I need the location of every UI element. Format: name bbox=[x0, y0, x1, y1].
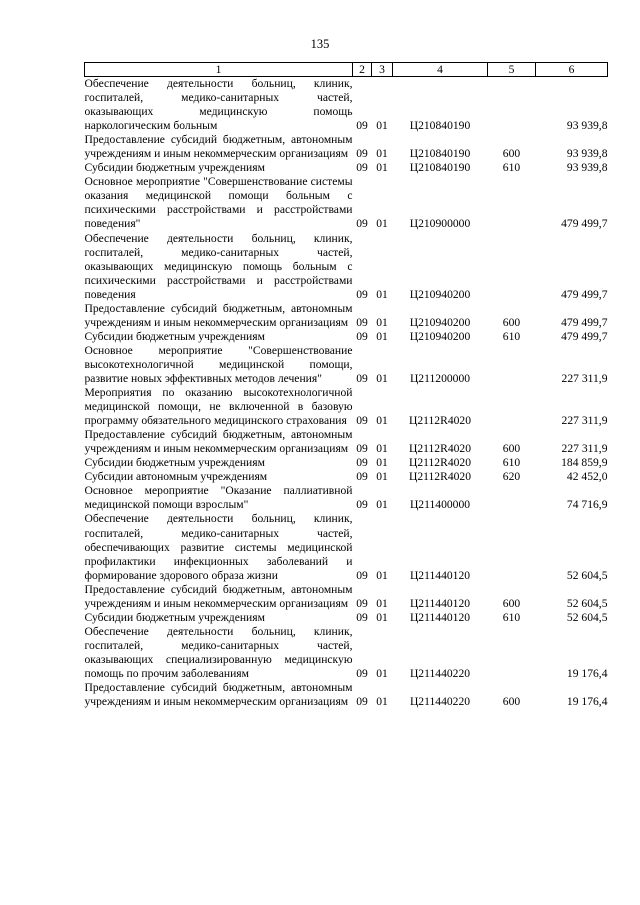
expense-type-code: 610 bbox=[502, 610, 521, 624]
subsection-code: 01 bbox=[376, 119, 388, 133]
item-name: Предоставление субсидий бюджетным, автономным учреждениям и иным некоммерческим организациям bbox=[84, 681, 353, 709]
target-article-code: Ц210840190 bbox=[409, 161, 471, 175]
target-article-code: Ц210940200 bbox=[409, 315, 471, 329]
item-name: Предоставление субсидий бюджетным, автономным учреждениям и иным некоммерческим организациям bbox=[84, 428, 353, 456]
subsection-code: 01 bbox=[376, 147, 388, 161]
target-article-code: Ц210900000 bbox=[409, 217, 471, 231]
section-code: 09 bbox=[356, 498, 368, 512]
table-row bbox=[85, 625, 608, 681]
section-code: 09 bbox=[356, 442, 368, 456]
item-name: Субсидии бюджетным учреждениям bbox=[84, 329, 265, 343]
item-name: Субсидии автономным учреждениям bbox=[84, 470, 268, 484]
subsection-code: 01 bbox=[376, 161, 388, 175]
subsection-code: 01 bbox=[376, 414, 388, 428]
target-article-code: Ц211200000 bbox=[409, 371, 471, 385]
item-name: Основное мероприятие "Совершенствование высокотехнологичной медицинской помощи, развитие новых эффективных методов лечения" bbox=[84, 343, 353, 385]
table-row bbox=[85, 681, 608, 709]
target-article-code: Ц211440220 bbox=[409, 695, 471, 709]
target-article-code: Ц211440120 bbox=[409, 568, 471, 582]
amount: 479 499,7 bbox=[561, 329, 608, 343]
table-row bbox=[85, 428, 608, 456]
target-article-code: Ц211440120 bbox=[409, 610, 471, 624]
section-code: 09 bbox=[356, 610, 368, 624]
amount: 479 499,7 bbox=[561, 315, 608, 329]
amount: 227 311,9 bbox=[561, 442, 608, 456]
expense-type-code bbox=[488, 344, 536, 386]
expense-type-code bbox=[488, 484, 536, 512]
item-name: Обеспечение деятельности больниц, клиник, госпиталей, медико-санитарных частей, оказывающих медицинскую помощь наркологическим больным bbox=[84, 77, 353, 133]
target-article-code: Ц210940200 bbox=[409, 287, 471, 301]
target-article-code: Ц2112R4020 bbox=[408, 414, 472, 428]
section-code: 09 bbox=[356, 147, 368, 161]
target-article-code: Ц210840190 bbox=[409, 119, 471, 133]
table-row bbox=[85, 386, 608, 428]
item-name: Основное мероприятие "Совершенствование системы оказания медицинской помощи больным с психическими расстройствами и расстройствами поведения" bbox=[84, 175, 353, 231]
subsection-code: 01 bbox=[376, 329, 388, 343]
table-row bbox=[85, 302, 608, 330]
table-row bbox=[85, 611, 608, 625]
amount: 42 452,0 bbox=[566, 470, 608, 484]
subsection-code: 01 bbox=[376, 287, 388, 301]
expense-type-code bbox=[488, 386, 536, 428]
section-code: 09 bbox=[356, 119, 368, 133]
section-code: 09 bbox=[356, 666, 368, 680]
amount: 19 176,4 bbox=[566, 666, 608, 680]
item-name: Предоставление субсидий бюджетным, автономным учреждениям и иным некоммерческим организациям bbox=[84, 301, 353, 329]
column-header: 4 bbox=[393, 63, 488, 77]
subsection-code: 01 bbox=[376, 217, 388, 231]
column-header: 1 bbox=[85, 63, 353, 77]
subsection-code: 01 bbox=[376, 456, 388, 470]
amount: 52 604,5 bbox=[566, 568, 608, 582]
expense-type-code bbox=[488, 232, 536, 302]
column-header: 6 bbox=[536, 63, 608, 77]
item-name: Предоставление субсидий бюджетным, автономным учреждениям и иным некоммерческим организациям bbox=[84, 133, 353, 161]
item-name: Мероприятия по оказанию высокотехнологичной медицинской помощи, не включенной в базовую программу обязательного медицинского страхования bbox=[84, 386, 353, 428]
table-row bbox=[85, 161, 608, 175]
amount: 227 311,9 bbox=[561, 371, 608, 385]
section-code: 09 bbox=[356, 470, 368, 484]
budget-table bbox=[84, 62, 608, 709]
expense-type-code bbox=[488, 512, 536, 582]
target-article-code: Ц211440220 bbox=[409, 666, 471, 680]
item-name: Субсидии бюджетным учреждениям bbox=[84, 161, 265, 175]
target-article-code: Ц2112R4020 bbox=[408, 456, 472, 470]
amount: 227 311,9 bbox=[561, 414, 608, 428]
section-code: 09 bbox=[356, 414, 368, 428]
item-name: Обеспечение деятельности больниц, клиник, госпиталей, медико-санитарных частей, оказывающих специализированную медицинскую помощь по прочим заболеваниям bbox=[84, 624, 353, 680]
section-code: 09 bbox=[356, 287, 368, 301]
subsection-code: 01 bbox=[376, 695, 388, 709]
subsection-code: 01 bbox=[376, 568, 388, 582]
table-row bbox=[85, 330, 608, 344]
amount: 52 604,5 bbox=[566, 596, 608, 610]
target-article-code: Ц210840190 bbox=[409, 147, 471, 161]
section-code: 09 bbox=[356, 596, 368, 610]
item-name: Субсидии бюджетным учреждениям bbox=[84, 610, 265, 624]
expense-type-code: 600 bbox=[502, 147, 521, 161]
table-header-row bbox=[85, 63, 608, 77]
table-row bbox=[85, 456, 608, 470]
section-code: 09 bbox=[356, 217, 368, 231]
section-code: 09 bbox=[356, 315, 368, 329]
expense-type-code: 600 bbox=[502, 695, 521, 709]
subsection-code: 01 bbox=[376, 470, 388, 484]
amount: 93 939,8 bbox=[566, 161, 608, 175]
table-row bbox=[85, 484, 608, 512]
amount: 52 604,5 bbox=[566, 610, 608, 624]
amount: 479 499,7 bbox=[561, 217, 608, 231]
expense-type-code: 610 bbox=[502, 329, 521, 343]
item-name: Предоставление субсидий бюджетным, автономным учреждениям и иным некоммерческим организациям bbox=[84, 582, 353, 610]
section-code: 09 bbox=[356, 568, 368, 582]
table-row bbox=[85, 175, 608, 231]
column-header: 2 bbox=[353, 63, 372, 77]
amount: 93 939,8 bbox=[566, 147, 608, 161]
table-row bbox=[85, 583, 608, 611]
subsection-code: 01 bbox=[376, 596, 388, 610]
target-article-code: Ц2112R4020 bbox=[408, 442, 472, 456]
subsection-code: 01 bbox=[376, 498, 388, 512]
subsection-code: 01 bbox=[376, 371, 388, 385]
page-number: 135 bbox=[310, 37, 330, 51]
expense-type-code: 610 bbox=[502, 456, 521, 470]
amount: 184 859,9 bbox=[561, 456, 608, 470]
subsection-code: 01 bbox=[376, 666, 388, 680]
expense-type-code: 600 bbox=[502, 315, 521, 329]
section-code: 09 bbox=[356, 371, 368, 385]
table-row bbox=[85, 77, 608, 134]
target-article-code: Ц210940200 bbox=[409, 329, 471, 343]
item-name: Обеспечение деятельности больниц, клиник, госпиталей, медико-санитарных частей, обеспечивающих развитие системы медицинской профилактики инфекционных заболеваний и формирование здорового образа жизни bbox=[84, 512, 353, 582]
expense-type-code bbox=[488, 77, 536, 134]
subsection-code: 01 bbox=[376, 610, 388, 624]
table-row bbox=[85, 512, 608, 582]
amount: 479 499,7 bbox=[561, 287, 608, 301]
subsection-code: 01 bbox=[376, 315, 388, 329]
section-code: 09 bbox=[356, 456, 368, 470]
target-article-code: Ц2112R4020 bbox=[408, 470, 472, 484]
expense-type-code: 610 bbox=[502, 161, 521, 175]
table-body bbox=[85, 77, 608, 710]
subsection-code: 01 bbox=[376, 442, 388, 456]
section-code: 09 bbox=[356, 161, 368, 175]
item-name: Основное мероприятие "Оказание паллиативной медицинской помощи взрослым" bbox=[84, 484, 353, 512]
item-name: Субсидии бюджетным учреждениям bbox=[84, 456, 265, 470]
amount: 74 716,9 bbox=[566, 498, 608, 512]
target-article-code: Ц211400000 bbox=[409, 498, 471, 512]
column-header: 3 bbox=[372, 63, 393, 77]
section-code: 09 bbox=[356, 695, 368, 709]
expense-type-code: 600 bbox=[502, 442, 521, 456]
table-row bbox=[85, 133, 608, 161]
expense-type-code bbox=[488, 175, 536, 231]
target-article-code: Ц211440120 bbox=[409, 596, 471, 610]
item-name: Обеспечение деятельности больниц, клиник, госпиталей, медико-санитарных частей, оказывающих медицинскую помощь больным с психическими расстройствами и расстройствами поведения bbox=[84, 231, 353, 301]
column-header: 5 bbox=[488, 63, 536, 77]
table-row bbox=[85, 470, 608, 484]
expense-type-code bbox=[488, 625, 536, 681]
amount: 19 176,4 bbox=[566, 695, 608, 709]
table-row bbox=[85, 344, 608, 386]
expense-type-code: 620 bbox=[502, 470, 521, 484]
table-row bbox=[85, 232, 608, 302]
expense-type-code: 600 bbox=[502, 596, 521, 610]
section-code: 09 bbox=[356, 329, 368, 343]
amount: 93 939,8 bbox=[566, 119, 608, 133]
